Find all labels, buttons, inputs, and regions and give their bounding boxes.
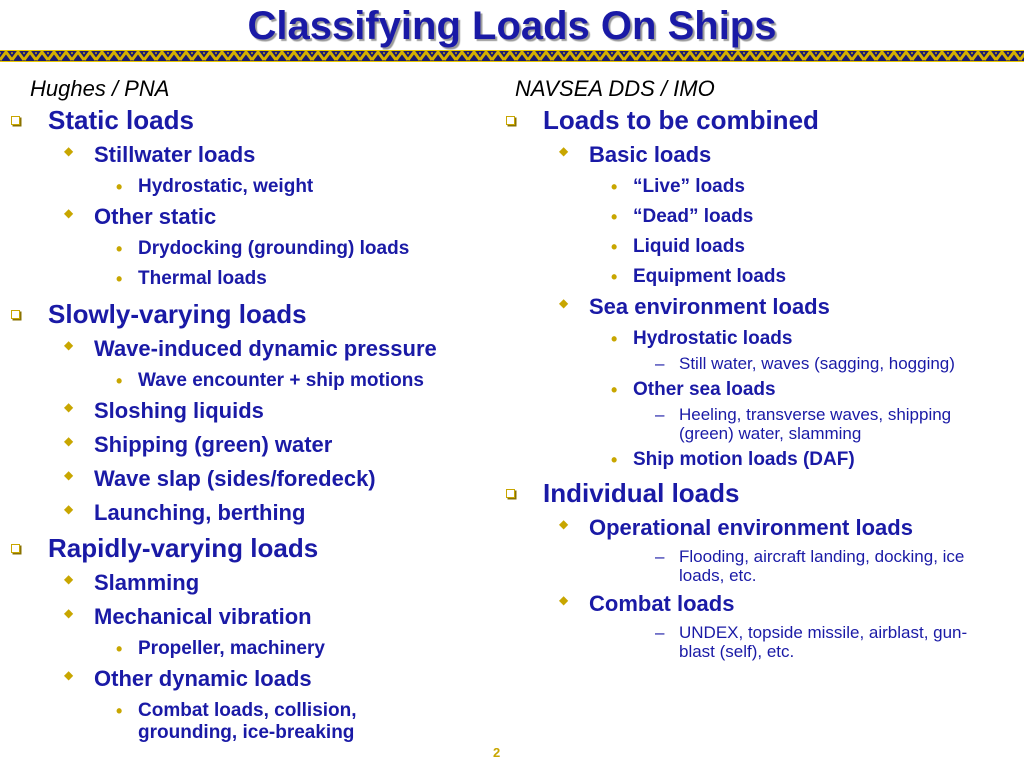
item-text: Liquid loads [633,236,745,257]
list-item [0,268,500,290]
list-item [495,589,1020,619]
list-item [495,104,1020,136]
item-text: Mechanical vibration [94,604,312,629]
item-text: Heeling, transverse waves, shipping (green) water, slamming [679,405,952,443]
item-text: Ship motion loads (DAF) [633,449,855,470]
diamond-icon: ◆ [64,206,74,220]
hollow-square-icon [506,489,515,498]
item-text: Slowly-varying loads [48,299,307,329]
dot-icon: • [116,701,123,721]
list-item [0,176,500,198]
list-item [495,405,1009,443]
dot-icon: • [116,639,123,659]
list-item [495,206,1020,228]
hollow-square-icon [11,116,20,125]
list-item [0,104,500,136]
dot-icon: • [116,371,123,391]
list-item [0,532,500,564]
list-item [495,449,1020,471]
slide-title: Classifying Loads On Ships [247,4,777,48]
item-text: Shipping (green) water [94,432,333,457]
right-column [495,102,1020,661]
item-text: Sloshing liquids [94,398,264,423]
item-text: Basic loads [589,142,712,167]
dash-icon: – [655,623,665,642]
list-item [0,202,500,232]
item-text: Operational environment loads [589,515,913,540]
hollow-square-icon [11,544,20,553]
item-text: Stillwater loads [94,142,256,167]
list-item [0,238,500,260]
dot-icon: • [116,239,123,259]
item-text: Wave slap (sides/foredeck) [94,466,376,491]
dot-icon: • [611,237,618,257]
item-text: Drydocking (grounding) loads [138,238,410,259]
list-item [0,664,500,694]
list-item [0,568,500,598]
diamond-icon: ◆ [64,572,74,586]
list-item [0,498,500,528]
item-text: Other dynamic loads [94,666,312,691]
item-text: Rapidly-varying loads [48,533,319,563]
list-item [495,354,1020,373]
item-text: Combat loads [589,591,735,616]
item-text: Propeller, machinery [138,638,325,659]
item-text: Hydrostatic, weight [138,176,314,197]
list-item [495,477,1020,509]
left-column [0,102,500,744]
diamond-icon: ◆ [559,593,569,607]
diamond-icon: ◆ [559,296,569,310]
dash-icon: – [655,547,665,566]
item-text: Wave encounter + ship motions [138,370,424,391]
item-text: “Live” loads [633,176,745,197]
dot-icon: • [611,380,618,400]
item-text: Still water, waves (sagging, hogging) [679,354,955,373]
diamond-icon: ◆ [64,434,74,448]
item-text: Slamming [94,570,200,595]
list-item [0,638,500,660]
item-text: Thermal loads [138,268,267,289]
dot-icon: • [611,207,618,227]
item-text: Static loads [48,105,194,135]
dot-icon: • [611,450,618,470]
dash-icon: – [655,405,665,424]
dot-icon: • [116,269,123,289]
item-text: “Dead” loads [633,206,754,227]
item-text: Launching, berthing [94,500,306,525]
list-item [495,623,989,661]
hollow-square-icon [506,116,515,125]
list-item [495,379,1020,401]
dot-icon: • [611,329,618,349]
diamond-icon: ◆ [559,517,569,531]
list-item [495,266,1020,288]
dash-icon: – [655,354,665,373]
hollow-square-icon [11,310,20,319]
diamond-icon: ◆ [64,338,74,352]
list-item [0,140,500,170]
item-text: UNDEX, topside missile, airblast, gun-blast (self), etc. [679,623,968,661]
list-item [0,370,500,392]
list-item [495,547,999,585]
rope-divider [0,50,1024,62]
diamond-icon: ◆ [64,400,74,414]
item-text: Combat loads, collision, grounding, ice-breaking [138,700,357,743]
dot-icon: • [611,267,618,287]
list-item [495,513,1020,543]
list-item [495,292,1020,322]
diamond-icon: ◆ [64,606,74,620]
item-text: Other sea loads [633,379,776,400]
item-text: Loads to be combined [543,105,819,135]
list-item [495,140,1020,170]
list-item [0,396,500,426]
dot-icon: • [116,177,123,197]
list-item [0,334,500,364]
list-item [0,298,500,330]
item-text: Hydrostatic loads [633,328,793,349]
list-item [495,176,1020,198]
diamond-icon: ◆ [64,468,74,482]
diamond-icon: ◆ [559,144,569,158]
item-text: Other static [94,204,217,229]
list-item [0,464,500,494]
diamond-icon: ◆ [64,144,74,158]
list-item [0,700,428,744]
diamond-icon: ◆ [64,668,74,682]
item-text: Flooding, aircraft landing, docking, ice loads, etc. [679,547,965,585]
right-column-heading: NAVSEA DDS / IMO [515,76,715,101]
list-item [495,328,1020,350]
item-text: Equipment loads [633,266,787,287]
left-column-heading: Hughes / PNA [30,76,170,101]
item-text: Wave-induced dynamic pressure [94,336,437,361]
list-item [495,236,1020,258]
dot-icon: • [611,177,618,197]
item-text: Individual loads [543,478,740,508]
list-item [0,430,500,460]
list-item [0,602,500,632]
item-text: Sea environment loads [589,294,830,319]
diamond-icon: ◆ [64,502,74,516]
page-number: 2 [493,745,501,760]
